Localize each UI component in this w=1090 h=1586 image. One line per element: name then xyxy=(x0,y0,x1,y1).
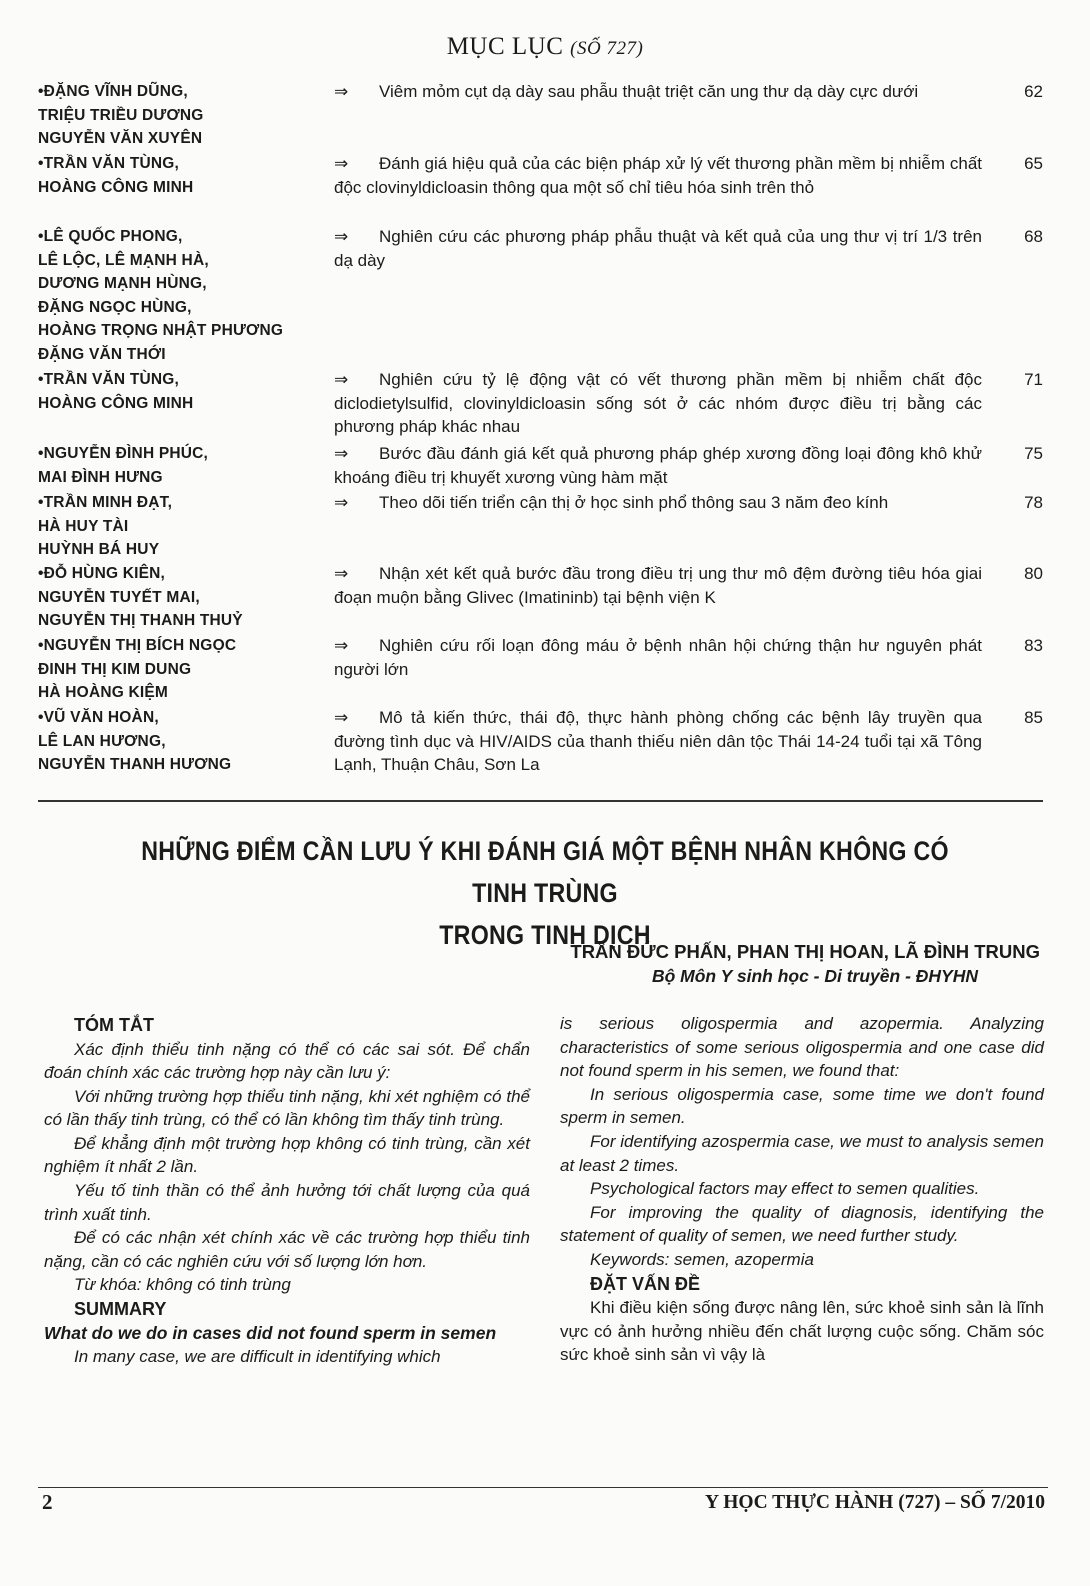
abstract-paragraph: Yếu tố tinh thần có thể ảnh hưởng tới chất lượng của quá trình xuất tinh. xyxy=(44,1181,530,1224)
toc-article-title xyxy=(334,706,982,777)
toc-page-number: 68 xyxy=(1024,227,1043,246)
toc-author: •NGUYỄN THỊ BÍCH NGỌC xyxy=(38,637,237,654)
toc-article-title xyxy=(334,225,982,272)
summary-heading: SUMMARY xyxy=(74,1299,167,1320)
article-title xyxy=(111,830,980,956)
toc-article-text: Nhận xét kết quả bước đầu trong điều trị ung thư mô đệm đường tiêu hóa giai đoạn muộn bằng Glivec (Imatininb) tại bệnh viện K xyxy=(334,564,982,607)
footer-divider xyxy=(38,1487,1048,1488)
toc-article-text: Đánh giá hiệu quả của các biện pháp xử lý vết thương phần mềm bị nhiễm chất độc clovinyldicloasin thông qua một số chỉ tiêu hóa sinh trên thỏ xyxy=(334,154,982,197)
toc-authors xyxy=(38,442,328,489)
toc-article-text: Nghiên cứu các phương pháp phẫu thuật và kết quả của ung thư vị trí 1/3 trên dạ dày xyxy=(334,227,982,270)
intro-paragraph: Khi điều kiện sống được nâng lên, sức khoẻ sinh sản là lĩnh vực có ảnh hưởng nhiều đến chất lượng cuộc sống. Chăm sóc sức khoẻ sinh sản vì vậy là xyxy=(560,1298,1044,1365)
toc-arrow: ⇒ xyxy=(334,493,349,512)
summary-paragraph: In many case, we are difficult in identifying which xyxy=(74,1347,441,1367)
toc-article-text: Theo dõi tiến triển cận thị ở học sinh phổ thông sau 3 năm đeo kính xyxy=(379,493,889,512)
summary-title: What do we do in cases did not found sperm in semen xyxy=(44,1322,497,1343)
toc-authors xyxy=(38,152,328,199)
toc-author: LÊ LỘC, LÊ MẠNH HÀ, xyxy=(38,251,209,269)
toc-arrow: ⇒ xyxy=(334,444,349,463)
toc-page-number: 78 xyxy=(1024,493,1043,512)
toc-author: •VŨ VĂN HOÀN, xyxy=(38,709,159,726)
toc-arrow: ⇒ xyxy=(334,370,349,389)
article-title-line1: NHỮNG ĐIỂM CẦN LƯU Ý KHI ĐÁNH GIÁ MỘT BỆNH NHÂN KHÔNG CÓ TINH TRÙNG xyxy=(141,836,949,908)
toc-author: •TRẦN MINH ĐẠT, xyxy=(38,494,173,511)
toc-author: •LÊ QUỐC PHONG, xyxy=(38,228,183,245)
toc-authors xyxy=(38,562,328,633)
toc-author: •NGUYỄN ĐÌNH PHÚC, xyxy=(38,445,209,462)
abstract-paragraph: Với những trường hợp thiểu tinh nặng, khi xét nghiệm có thể có lần thấy tinh trùng, có thể có lần không tìm thấy tinh trùng. xyxy=(44,1086,530,1130)
toc-author: HOÀNG TRỌNG NHẬT PHƯƠNG xyxy=(38,322,284,340)
toc-arrow: ⇒ xyxy=(334,154,349,173)
toc-author: •TRẦN VĂN TÙNG, xyxy=(38,371,180,388)
toc-authors xyxy=(38,225,328,367)
toc-article-title xyxy=(334,634,982,681)
toc-arrow: ⇒ xyxy=(334,82,349,101)
toc-author: ĐINH THỊ KIM DUNG xyxy=(38,660,192,678)
abstract-paragraph: Để khẳng định một trường hợp không có tinh trùng, cần xét nghiệm ít nhất 2 lần. xyxy=(44,1133,530,1177)
toc-author: HUỲNH BÁ HUY xyxy=(38,541,160,559)
summary-keywords: Keywords: semen, azopermia xyxy=(590,1249,814,1269)
toc-issue: (SỐ 727) xyxy=(570,38,644,59)
toc-page-number: 71 xyxy=(1024,370,1043,389)
toc-author: LÊ LAN HƯƠNG, xyxy=(38,732,166,750)
toc-author: MAI ĐÌNH HƯNG xyxy=(38,468,163,486)
toc-author: ĐẶNG NGỌC HÙNG, xyxy=(38,298,192,316)
toc-article-text: Nghiên cứu rối loạn đông máu ở bệnh nhân hội chứng thận hư nguyên phát người lớn xyxy=(334,636,982,679)
toc-author: •TRẦN VĂN TÙNG, xyxy=(38,155,180,172)
article-affiliation: Bộ Môn Y sinh học - Di truyền - ĐHYHN xyxy=(651,966,978,986)
toc-article-title xyxy=(334,152,982,199)
toc-author: DƯƠNG MẠNH HÙNG, xyxy=(38,275,207,293)
toc-heading xyxy=(0,33,1090,61)
toc-arrow: ⇒ xyxy=(334,708,349,727)
toc-arrow: ⇒ xyxy=(334,636,349,655)
toc-author: HÀ HOÀNG KIỆM xyxy=(38,684,169,702)
article-authors: TRẦN ĐỨC PHẤN, PHAN THỊ HOAN, LÃ ĐÌNH TRUNG xyxy=(570,941,1040,962)
summary-paragraph: For improving the quality of diagnosis, identifying the statement of quality of semen, we need further study. xyxy=(560,1202,1044,1246)
tomtat-heading: TÓM TẮT xyxy=(74,1015,154,1035)
abstract-paragraph: Để có các nhận xét chính xác về các trường hợp thiểu tinh nặng, cần có các nghiên cứu với số lượng lớn hơn. xyxy=(44,1228,530,1271)
toc-page-number: 85 xyxy=(1024,708,1043,727)
toc-authors xyxy=(38,706,328,777)
toc-authors xyxy=(38,634,328,705)
toc-author: HÀ HUY TÀI xyxy=(38,517,129,535)
intro-heading: ĐẶT VẤN ĐỀ xyxy=(590,1273,701,1294)
toc-author: NGUYỄN THỊ THANH THUỶ xyxy=(38,612,243,630)
toc-author: •ĐỖ HÙNG KIÊN, xyxy=(38,565,166,582)
left-column xyxy=(44,1013,530,1369)
toc-author: NGUYỄN VĂN XUYÊN xyxy=(38,130,203,148)
toc-author: NGUYỄN THANH HƯƠNG xyxy=(38,756,232,774)
footer-journal-name: Y HỌC THỰC HÀNH (727) – SỐ 7/2010 xyxy=(705,1492,1045,1513)
toc-page-number: 62 xyxy=(1024,82,1043,101)
toc-article-title xyxy=(334,491,982,515)
toc-author: HOÀNG CÔNG MINH xyxy=(38,178,194,196)
toc-article-text: Nghiên cứu tỷ lệ động vật có vết thương phần mềm bị nhiễm chất độc diclodietylsulfid, clovinyldicloasin sống sót ở các nhóm được điều trị bằng các phương pháp khác nhau xyxy=(334,370,982,437)
toc-article-title xyxy=(334,442,982,489)
abstract-keywords: Từ khóa: không có tinh trùng xyxy=(74,1275,291,1295)
toc-article-text: Bước đầu đánh giá kết quả phương pháp ghép xương đồng loại đông khô khử khoáng điều trị khuyết xương vùng hàm mặt xyxy=(334,444,982,487)
toc-arrow: ⇒ xyxy=(334,227,349,246)
section-divider xyxy=(38,800,1043,802)
summary-paragraph: For identifying azospermia case, we must to analysis semen at least 2 times. xyxy=(560,1131,1044,1175)
toc-author: HOÀNG CÔNG MINH xyxy=(38,394,194,412)
toc-article-text: Mô tả kiến thức, thái độ, thực hành phòng chống các bệnh lây truyền qua đường tình dục và HIV/AIDS của thanh thiếu niên dân tộc Thái 14-24 tuổi tại xã Tông Lạnh, Thuận Châu, Sơn La xyxy=(334,708,982,775)
right-column xyxy=(560,1012,1044,1367)
toc-page-number: 75 xyxy=(1024,444,1043,463)
toc-article-title xyxy=(334,368,982,439)
toc-authors xyxy=(38,80,328,151)
footer-page-number: 2 xyxy=(42,1490,53,1514)
summary-paragraph: Psychological factors may effect to semen qualities. xyxy=(590,1179,980,1199)
toc-author: NGUYỄN TUYẾT MAI, xyxy=(38,588,200,606)
toc-page-number: 80 xyxy=(1024,564,1043,583)
toc-page-number: 83 xyxy=(1024,636,1043,655)
toc-authors xyxy=(38,491,328,562)
toc-arrow: ⇒ xyxy=(334,564,349,583)
summary-paragraph: is serious oligospermia and azopermia. Analyzing characteristics of some serious oligospermia and one case did not found sperm in his semen, we found that: xyxy=(560,1014,1044,1081)
toc-authors xyxy=(38,368,328,415)
toc-article-title xyxy=(334,562,982,609)
toc-author: ĐẶNG VĂN THỚI xyxy=(38,345,166,363)
toc-article-title xyxy=(334,80,982,104)
summary-paragraph: In serious oligospermia case, some time we don't found sperm in semen. xyxy=(560,1084,1044,1128)
abstract-paragraph: Xác định thiểu tinh nặng có thể có các sai sót. Để chẩn đoán chính xác các trường hợp này cần lưu ý: xyxy=(44,1039,530,1083)
toc-author: TRIỆU TRIỀU DƯƠNG xyxy=(38,106,204,124)
toc-article-text: Viêm mỏm cụt dạ dày sau phẫu thuật triệt căn ung thư dạ dày cực dưới xyxy=(379,82,919,101)
toc-author: •ĐẶNG VĨNH DŨNG, xyxy=(38,83,188,100)
toc-title: MỤC LỤC xyxy=(446,33,564,60)
toc-page-number: 65 xyxy=(1024,154,1043,173)
article-title-line2: TRONG TINH DỊCH xyxy=(439,920,651,950)
